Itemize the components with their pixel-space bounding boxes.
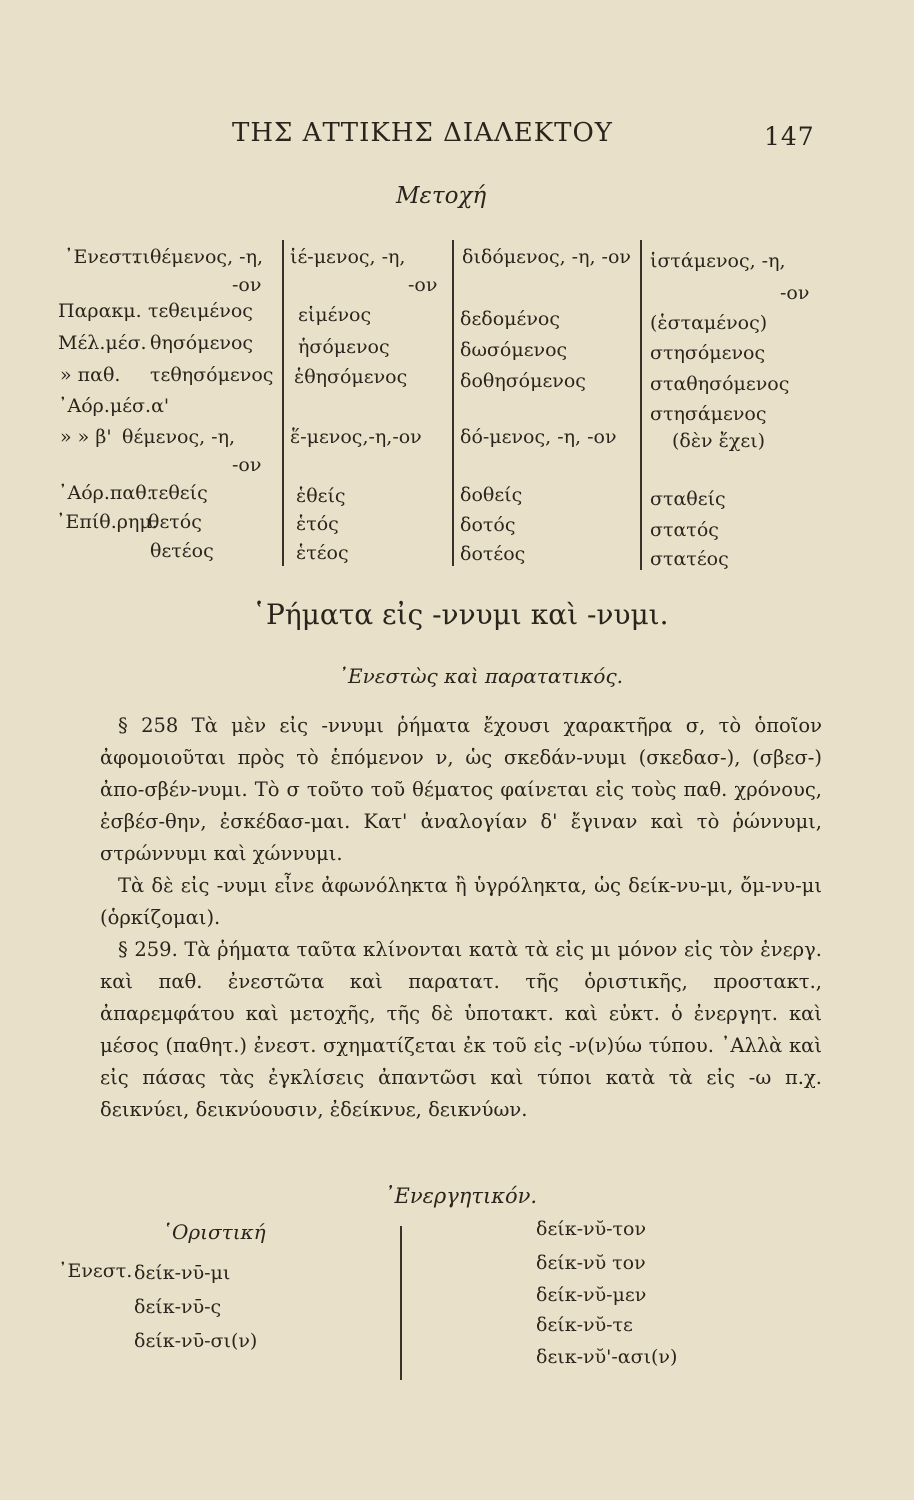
singular-form: δείκ-νῡ-μι xyxy=(134,1262,231,1284)
row-label: Μέλ.μέσ. xyxy=(58,332,147,354)
active-heading: ᾿Ενεργητικόν. xyxy=(384,1184,538,1208)
plural-form: δεικ-νῠ'-ασι(ν) xyxy=(536,1346,678,1368)
col4-cell: σταθησόμενος xyxy=(650,373,790,395)
col3-cell: δοθησόμενος xyxy=(460,370,586,392)
col3-cell: δοτέος xyxy=(460,543,526,565)
col4-cell: στατός xyxy=(650,519,719,541)
col2-cell: ἑθησόμενος xyxy=(294,366,408,388)
col3-cell: δοθείς xyxy=(460,484,523,506)
col3-cell: δωσόμενος xyxy=(460,339,568,361)
col1-cell: τεθησόμενος xyxy=(150,364,274,386)
col4-cell: στησόμενος xyxy=(650,342,766,364)
col2-cell: ἑτέος xyxy=(296,542,349,564)
col1-cell: -ον xyxy=(232,454,262,476)
col1-cell: τιθέμενος, -η, xyxy=(132,246,263,268)
tense-label: ᾿Ενεστ. xyxy=(58,1260,133,1282)
body-text xyxy=(100,710,822,1126)
col1-cell: θησόμενος xyxy=(150,332,254,354)
col4-cell: -ον xyxy=(780,282,810,304)
participle-title: Μετοχή xyxy=(396,183,487,209)
col1-cell: θέμενος, -η, xyxy=(122,426,236,448)
row-label: ᾿Αόρ.παθ. xyxy=(58,482,153,504)
col1-cell: τεθείς xyxy=(148,482,208,504)
singular-form: δείκ-νῡ-ς xyxy=(134,1296,222,1318)
page-number: 147 xyxy=(764,122,815,151)
row-label: Παρακμ. xyxy=(58,300,142,322)
column-divider xyxy=(640,240,642,570)
mood-heading: ῾Οριστική xyxy=(162,1220,266,1244)
col2-cell: ἡσόμενος xyxy=(298,336,390,358)
row-label: ᾿Επίθ.ρημ. xyxy=(56,511,158,533)
col3-cell: δεδομένος xyxy=(460,308,560,330)
column-divider xyxy=(282,240,284,566)
col1-cell: θετέος xyxy=(150,540,214,562)
col2-cell: -ον xyxy=(408,274,438,296)
conjugation-divider xyxy=(400,1226,402,1380)
plural-form: δείκ-νῠ τον xyxy=(536,1252,646,1274)
row-label: ᾿Ενεστ. xyxy=(64,246,139,268)
plural-form: δείκ-νῠ-τε xyxy=(536,1314,633,1336)
plural-form: δείκ-νῠ-μεν xyxy=(536,1284,647,1306)
column-divider xyxy=(452,240,454,566)
singular-form: δείκ-νῡ-σι(ν) xyxy=(134,1330,258,1352)
col3-cell: δό-μενος, -η, -ον xyxy=(460,426,617,448)
paragraph-259: § 259. Τὰ ῥήματα ταῦτα κλίνονται κατὰ τὰ εἰς μι μόνον εἰς τὸν ἐνεργ. καὶ παθ. ἐνεστῶτα καὶ παρατατ. τῆς ὁριστικῆς, προστακτ., ἀπαρεμφάτου καὶ μετοχῆς, τῆς δὲ ὑποτακτ. καὶ εὐκτ. ὁ ἐνεργητ. καὶ μέσος (παθητ.) ἐνεστ. σχηματίζεται ἐκ τοῦ εἰς -ν(ν)ύω τύπου. ᾿Αλλὰ καὶ εἰς πάσας τὰς ἐγκλίσεις ἀπαντῶσι καὶ τύποι κατὰ τὰ εἰς -ω π.χ. δεικνύει, δεικνύουσιν, ἐδείκνυε, δεικνύων. xyxy=(100,938,822,1121)
row-label: ᾿Αόρ.μέσ.α' xyxy=(58,395,170,417)
col4-cell: στησάμενος xyxy=(650,403,767,425)
col4-cell: (δὲν ἔχει) xyxy=(672,430,766,452)
verbs-heading: ῾Ρήματα εἰς -ννυμι καὶ -νυμι. xyxy=(252,598,669,631)
col4-cell: ἱστάμενος, -η, xyxy=(650,250,786,272)
col1-cell: -ον xyxy=(232,274,262,296)
row-label: » παθ. xyxy=(60,364,121,386)
col1-cell: τεθειμένος xyxy=(148,300,253,322)
col2-cell: εἱμένος xyxy=(298,304,372,326)
plural-form: δείκ-νῠ-τον xyxy=(536,1218,647,1240)
col1-cell: θετός xyxy=(148,511,202,533)
col3-cell: δοτός xyxy=(460,514,516,536)
present-heading: ᾿Ενεστὼς καὶ παρατατικός. xyxy=(338,664,623,688)
paragraph-258-b: Τὰ δὲ εἰς -νυμι εἶνε ἀφωνόληκτα ἢ ὑγρόληκτα, ὡς δείκ-νυ-μι, ὄμ-νυ-μι (ὁρκίζομαι). xyxy=(100,874,822,929)
running-title: ΤΗΣ ΑΤΤΙΚΗΣ ΔΙΑΛΕΚΤΟΥ xyxy=(232,118,613,148)
col2-cell: ἑτός xyxy=(296,513,339,535)
paragraph-258: § 258 Τὰ μὲν εἰς -ννυμι ῥήματα ἔχουσι χαρακτῆρα σ, τὸ ὁποῖον ἀφομοιοῦται πρὸς τὸ ἑπόμενον ν, ὡς σκεδάν-νυμι (σκεδασ-), (σβεσ-) ἀπο-σβέν-νυμι. Τὸ σ τοῦτο τοῦ θέματος φαίνεται εἰς τοὺς παθ. χρόνους, ἐσβέσ-θην, ἐσκέδασ-μαι. Κατ' ἀναλογίαν δ' ἔγιναν καὶ τὸ ῥώννυμι, στρώννυμι καὶ χώννυμι. xyxy=(100,714,822,865)
col4-cell: στατέος xyxy=(650,548,729,570)
col4-cell: (ἑσταμένος) xyxy=(650,312,768,334)
col2-cell: ἱέ-μενος, -η, xyxy=(290,246,406,268)
col4-cell: σταθείς xyxy=(650,488,726,510)
row-label: » » β' xyxy=(60,426,112,448)
col2-cell: ἑθείς xyxy=(296,485,346,507)
col2-cell: ἕ-μενος,-η,-ον xyxy=(290,426,422,448)
col3-cell: διδόμενος, -η, -ον xyxy=(462,246,631,268)
